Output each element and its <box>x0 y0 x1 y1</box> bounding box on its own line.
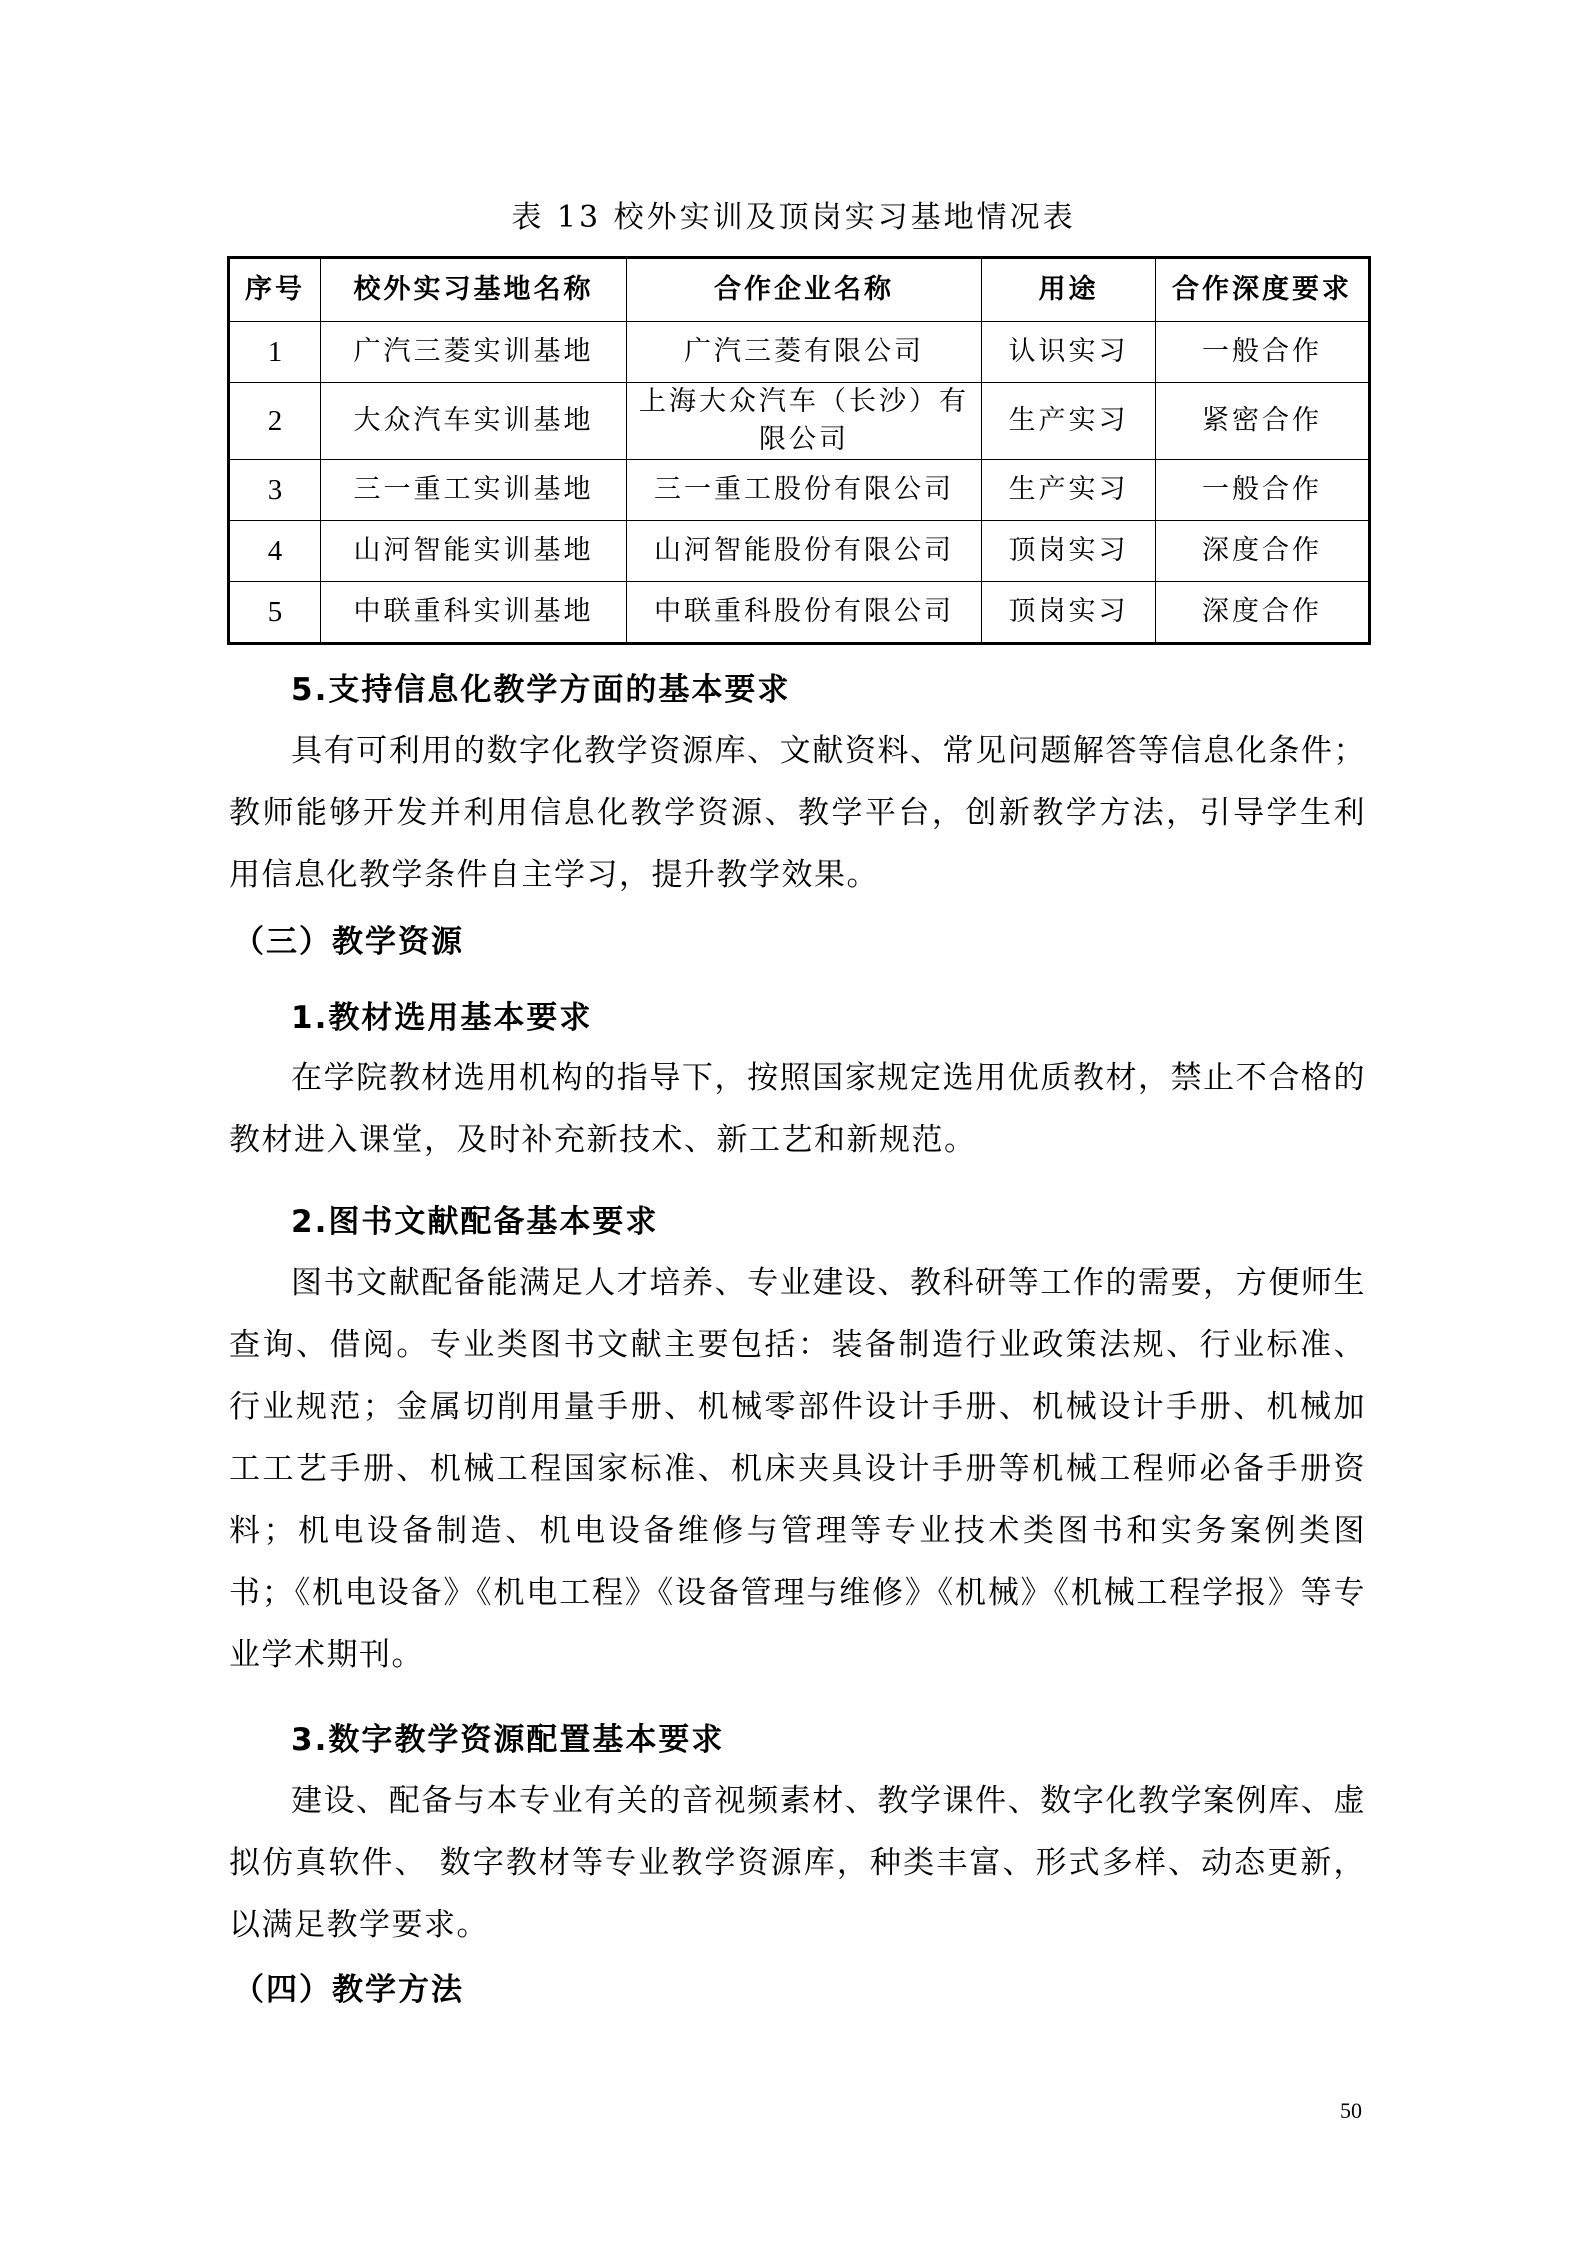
table-row <box>229 582 1370 644</box>
paragraph-textbooks: 在学院教材选用机构的指导下，按照国家规定选用优质教材，禁止不合格的教材进入课堂，及时补充新技术、新工艺和新规范。 <box>229 1060 1366 1158</box>
section-heading-informatization: 5.支持信息化教学方面的基本要求 <box>291 672 791 708</box>
paragraph-informatization: 具有可利用的数字化教学资源库、文献资料、常见问题解答等信息化条件；教师能够开发并利用信息化教学资源、教学平台，创新教学方法，引导学生利用信息化教学条件自主学习，提升教学效果。 <box>229 733 1366 893</box>
section-heading-digital-resources: 3.数字教学资源配置基本要求 <box>291 1722 725 1758</box>
section-heading-library: 2.图书文献配备基本要求 <box>291 1204 659 1240</box>
table-row <box>229 521 1370 582</box>
cell-index: 1 <box>229 322 321 383</box>
cell-company-name: 广汽三菱有限公司 <box>627 322 982 383</box>
cell-cooperation-depth: 深度合作 <box>1156 582 1370 644</box>
table-row <box>229 322 1370 383</box>
cell-cooperation-depth: 一般合作 <box>1156 322 1370 383</box>
cell-purpose: 认识实习 <box>982 322 1156 383</box>
cell-company-name: 中联重科股份有限公司 <box>627 582 982 644</box>
cell-index: 3 <box>229 460 321 521</box>
paragraph-digital-resources: 建设、配备与本专业有关的音视频素材、教学课件、数字化教学案例库、虚拟仿真软件、 数字教材等专业教学资源库，种类丰富、形式多样、动态更新，以满足教学要求。 <box>229 1783 1366 1943</box>
cell-cooperation-depth: 一般合作 <box>1156 460 1370 521</box>
cell-purpose: 顶岗实习 <box>982 521 1156 582</box>
cell-company-name: 上海大众汽车（长沙）有限公司 <box>627 383 982 460</box>
cell-base-name: 三一重工实训基地 <box>321 460 627 521</box>
header-purpose: 用途 <box>982 258 1156 322</box>
cell-base-name: 中联重科实训基地 <box>321 582 627 644</box>
header-cooperation-depth: 合作深度要求 <box>1156 258 1370 322</box>
section-heading-teaching-methods: （四）教学方法 <box>233 1972 464 2008</box>
cell-company-name: 山河智能股份有限公司 <box>627 521 982 582</box>
section-heading-teaching-resources: （三）教学资源 <box>233 924 464 960</box>
paragraph-library: 图书文献配备能满足人才培养、专业建设、教科研等工作的需要，方便师生查询、借阅。专业类图书文献主要包括：装备制造行业政策法规、行业标准、行业规范；金属切削用量手册、机械零部件设计手册、机械设计手册、机械加工工艺手册、机械工程国家标准、机床夹具设计手册等机械工程师必备手册资料；机电设备制造、机电设备维修与管理等专业技术类图书和实务案例类图书；《机电设备》《机电工程》《设备管理与维修》《机械》《机械工程学报》等专业学术期刊。 <box>229 1265 1366 1673</box>
training-base-table <box>227 256 1371 645</box>
table-header-row <box>229 258 1370 322</box>
cell-cooperation-depth: 深度合作 <box>1156 521 1370 582</box>
cell-index: 4 <box>229 521 321 582</box>
cell-cooperation-depth: 紧密合作 <box>1156 383 1370 460</box>
header-base-name: 校外实习基地名称 <box>321 258 627 322</box>
cell-index: 5 <box>229 582 321 644</box>
cell-index: 2 <box>229 383 321 460</box>
section-heading-textbooks: 1.教材选用基本要求 <box>291 1000 593 1036</box>
cell-purpose: 生产实习 <box>982 383 1156 460</box>
cell-base-name: 山河智能实训基地 <box>321 521 627 582</box>
cell-base-name: 大众汽车实训基地 <box>321 383 627 460</box>
table-row <box>229 460 1370 521</box>
page-number: 50 <box>1340 2098 1362 2123</box>
cell-purpose: 生产实习 <box>982 460 1156 521</box>
cell-purpose: 顶岗实习 <box>982 582 1156 644</box>
header-index: 序号 <box>229 258 321 322</box>
cell-company-name: 三一重工股份有限公司 <box>627 460 982 521</box>
cell-base-name: 广汽三菱实训基地 <box>321 322 627 383</box>
table-caption: 表 13 校外实训及顶岗实习基地情况表 <box>511 200 1076 235</box>
table-row <box>229 383 1370 460</box>
header-company-name: 合作企业名称 <box>627 258 982 322</box>
